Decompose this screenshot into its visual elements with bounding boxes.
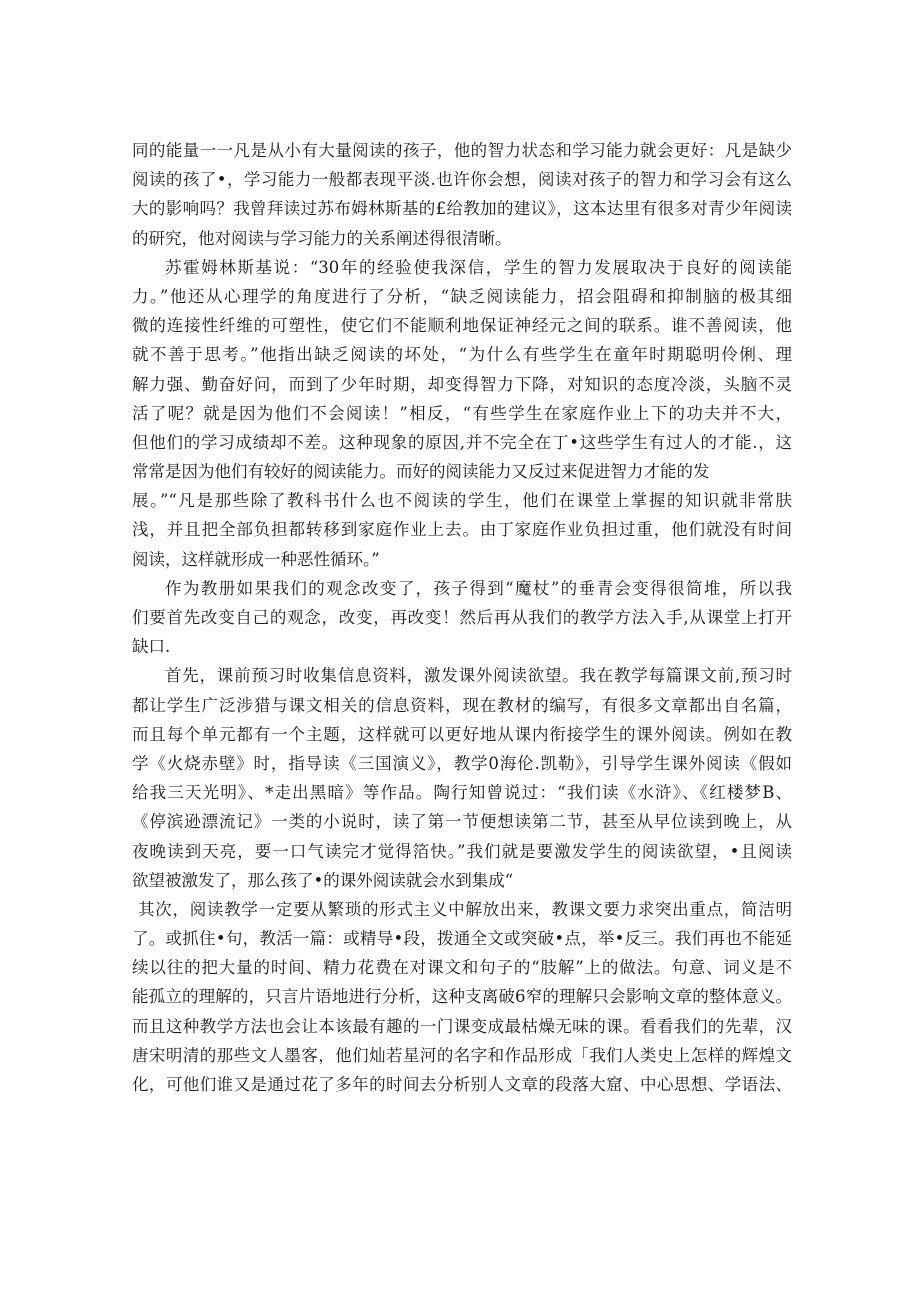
text-line: 力。”他还从心理学的角度进行了分析，“缺乏阅读能力，招会阻碍和抑制脑的极其细: [132, 286, 792, 306]
text-line: 而且每个单元都有一个主题，这样就可以更好地从课内衔接学生的课外阅读。例如在教: [132, 724, 792, 744]
text-line: 欲望被激发了，那么孩了•的课外阅读就会水到集成“: [132, 870, 514, 890]
text-line: 续以往的把大量的时间、精力花费在对课文和句子的“肢解”上的做法。句意、词义是不: [132, 958, 792, 978]
text-line: 学《火烧赤壁》时，指导读《三国演义》，教学0海伦.凯勒》，引导学生课外阅读《假如: [132, 753, 792, 773]
text-line: 就不善于思考。”他指出缺乏阅读的坏处，“为什么有些学生在童年时期聪明伶俐、理: [132, 345, 792, 365]
paragraph-5: [132, 895, 792, 1099]
text-line: 给我三天光明》、*走出黑暗》等作品。陶行知曾说过：“我们读《水浒》、《红楼梦B、: [132, 783, 792, 803]
text-line: 大的影响吗？我曾拜读过苏布姆林斯基的£给教加的建议》，这本达里有很多对青少年阅读: [132, 199, 792, 219]
text-line: 但他们的学习成绩却不差。这种现象的原因,并不完全在丁•这些学生有过人的才能.，这: [132, 432, 792, 452]
paragraph-3: [132, 574, 792, 662]
text-line: 浅，并且把全部负担都转移到家庭作业上去。由丁家庭作业负担过重，他们就没有时间: [132, 520, 792, 540]
text-line: 们要首先改变自己的观念，改变，再改变！然后再从我们的教学方法入手,从课堂上打开: [132, 608, 792, 627]
text-line: 首先，课前预习时收集信息资料，激发课外阅读欲望。我在教学每篇课文前,预习时: [165, 666, 792, 686]
text-line: 解力强、勤奋好问，而到了少年时期，却变得智力下降，对知识的态度冷淡，头脑不灵: [132, 374, 792, 394]
text-line: 阅读的孩了•，学习能力一般都表现平淡.也许你会想，阅读对孩子的智力和学习会有这么: [132, 170, 792, 190]
text-line: 苏霍姆林斯基说：“30年的经验使我深信，学生的智力发展取决于良好的阅读能: [165, 257, 792, 277]
text-line: 其次，阅读教学一定要从繁琐的形式主义中解放出来，教课文要力求突出重点，简洁明: [138, 899, 792, 919]
text-line: 阅读，这样就形成一种恶性循环。”: [132, 549, 380, 569]
text-line: 《停滨逊漂流记》一类的小说时，读了第一节便想读第二节，甚至从早位读到晚上，从: [132, 812, 792, 832]
text-line: 化，可他们谁又是通过花了多年的时间去分析别人文章的段落大窟、中心思想、学语法、: [132, 1075, 792, 1094]
text-line: 作为教册如果我们的观念改变了，孩子得到“魔杖”的垂青会变得很简堆，所以我: [165, 578, 792, 598]
document-body: [132, 136, 792, 1099]
text-line: 而且这种教学方法也会让本该最有趣的一门课变成最枯燥无味的课。看看我们的先辈，汉: [132, 1016, 792, 1036]
text-line: 夜晚读到天亮，要一口气读完才觉得箔快。”我们就是要激发学生的阅读欲望，•且阅读: [132, 841, 792, 861]
text-line: 微的连接性纤维的可塑性，使它们不能顺利地保证神经元之间的联系。谁不善阅读，他: [132, 316, 792, 336]
text-line: 缺口.: [132, 637, 171, 657]
paragraph-4: [132, 661, 792, 895]
text-line: 唐宋明清的那些文人墨客，他们灿若星河的名字和作品形成「我们人类史上怎样的辉煌文: [132, 1045, 792, 1065]
text-line: 能孤立的理解的，只言片语地进行分析，这种支离破6窄的理解只会影响文章的整体意义。: [132, 987, 792, 1007]
text-line: 展。”“凡是那些除了教科书什么也不阅读的学生，他们在课堂上掌握的知识就非常肤: [132, 491, 792, 511]
text-line: 常常是因为他们有较好的阅读能力。而好的阅读能力又反过来促进智力才能的发: [132, 462, 710, 482]
text-line: 了。或抓住•句，教活一篇：或精导•段，拨通全文或突破•点，举•反三。我们再也不能延: [132, 929, 792, 949]
text-line: 同的能量一一凡是从小有大量阅读的孩子，他的智力状态和学习能力就会更好：凡是缺少: [132, 141, 792, 160]
text-line: 活了呢？就是因为他们不会阅读！”相反，“有些学生在家庭作业上下的功夫并不大，: [132, 403, 792, 423]
paragraph-2: [132, 253, 792, 574]
text-line: 的研究，他对阅读与学习能力的关系阐述得很清晰。: [132, 228, 512, 248]
paragraph-1: [132, 136, 792, 253]
text-line: 都让学生广泛涉猎与课文相关的信息资料，现在教材的编写，有很多文章都出自名篇，: [132, 695, 792, 715]
